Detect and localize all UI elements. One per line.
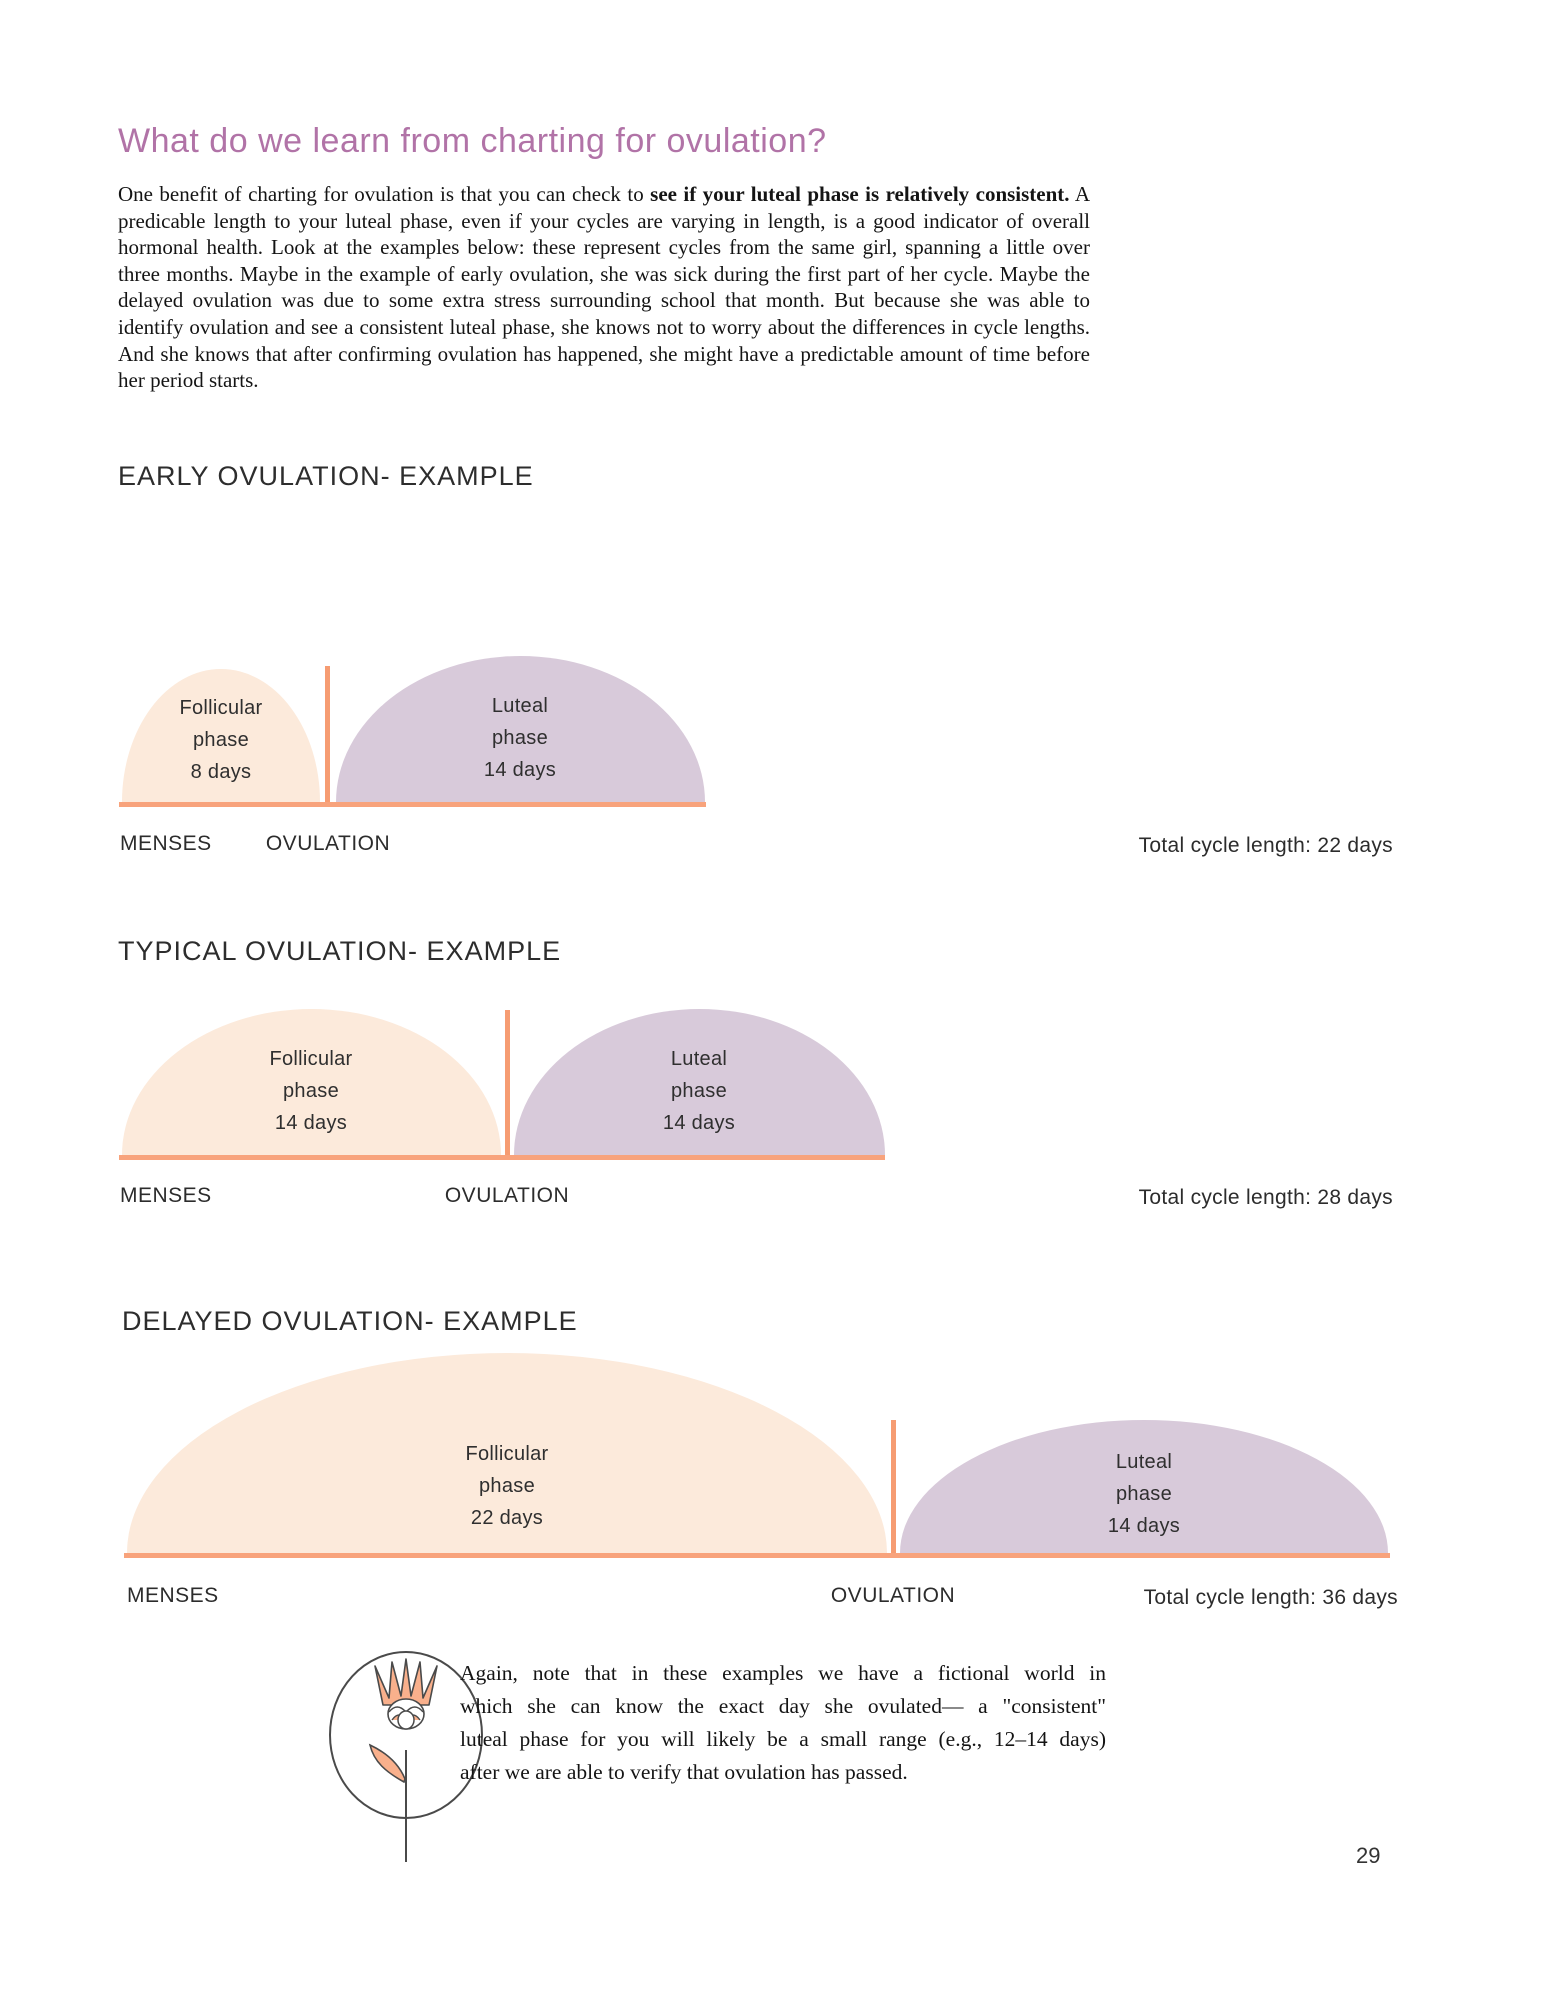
page-number: 29 bbox=[1356, 1843, 1381, 1868]
phase-label-line: Luteal bbox=[670, 1048, 728, 1070]
note-line: Again, note that in these examples we have a fictional world in bbox=[460, 1661, 1106, 1685]
phase-label-line: phase bbox=[283, 1080, 339, 1102]
phase-label-line: phase bbox=[193, 729, 249, 751]
early-follicular-label bbox=[179, 692, 262, 788]
intro-text-start: One benefit of charting for ovulation is that you can check to bbox=[118, 182, 651, 206]
delayed-menses-label: MENSES bbox=[127, 1584, 219, 1607]
phase-label-line: 8 days bbox=[190, 761, 252, 783]
typical-follicular-label bbox=[269, 1043, 352, 1139]
delayed-cycle-axis bbox=[124, 1553, 1390, 1558]
phase-label-line: Luteal bbox=[1115, 1451, 1173, 1473]
delayed-follicular-label bbox=[465, 1438, 548, 1534]
page-title: What do we learn from charting for ovulation? bbox=[118, 122, 827, 160]
phase-label-line: phase bbox=[1116, 1483, 1172, 1505]
phase-label-line: phase bbox=[671, 1080, 727, 1102]
early-cycle-axis bbox=[119, 802, 706, 807]
intro-paragraph bbox=[118, 181, 1090, 394]
intro-text-bold: see if your luteal phase is relatively consistent. bbox=[650, 182, 1070, 206]
note-line: luteal phase for you will likely be a small range (e.g., 12–14 days) bbox=[460, 1727, 1106, 1751]
typical-menses-label: MENSES bbox=[120, 1184, 212, 1207]
early-menses-label: MENSES bbox=[120, 832, 212, 855]
typical-ovulation-label: OVULATION bbox=[444, 1184, 570, 1207]
phase-label-line: phase bbox=[479, 1475, 535, 1497]
typical-luteal-label bbox=[663, 1043, 735, 1139]
typical-ovulation-heading: TYPICAL OVULATION- EXAMPLE bbox=[118, 936, 562, 966]
early-ovulation-tick bbox=[325, 666, 330, 807]
phase-label-line: 14 days bbox=[483, 759, 557, 781]
phase-label-line: Luteal bbox=[491, 695, 549, 717]
phase-label-line: 14 days bbox=[662, 1112, 736, 1134]
early-ovulation-label: OVULATION bbox=[265, 832, 391, 855]
note-line: which she can know the exact day she ovulated— a "consistent" bbox=[460, 1694, 1106, 1718]
note-line: after we are able to verify that ovulation has passed. bbox=[460, 1760, 908, 1784]
delayed-total-cycle-length: Total cycle length: 36 days bbox=[1143, 1586, 1398, 1609]
phase-label-line: 14 days bbox=[1107, 1515, 1181, 1537]
phase-label-line: Follicular bbox=[465, 1443, 549, 1465]
phase-label-line: Follicular bbox=[179, 697, 263, 719]
delayed-ovulation-heading: DELAYED OVULATION- EXAMPLE bbox=[122, 1306, 578, 1336]
typical-cycle-axis bbox=[119, 1155, 885, 1160]
phase-label-line: Follicular bbox=[269, 1048, 353, 1070]
delayed-ovulation-label: OVULATION bbox=[830, 1584, 956, 1607]
early-total-cycle-length: Total cycle length: 22 days bbox=[1138, 834, 1393, 857]
delayed-ovulation-tick bbox=[891, 1420, 896, 1558]
typical-total-cycle-length: Total cycle length: 28 days bbox=[1138, 1186, 1393, 1209]
phase-label-line: 22 days bbox=[470, 1507, 544, 1529]
phase-label-line: phase bbox=[492, 727, 548, 749]
note-paragraph bbox=[460, 1657, 1106, 1789]
early-luteal-label bbox=[484, 690, 556, 786]
early-ovulation-heading: EARLY OVULATION- EXAMPLE bbox=[118, 461, 534, 491]
typical-ovulation-tick bbox=[505, 1010, 510, 1160]
delayed-luteal-label bbox=[1108, 1446, 1180, 1542]
intro-text-end: A predicable length to your luteal phase, even if your cycles are varying in length, is a good indicator of overall hormonal health. Look at the examples below: these represent cycles from the same girl, spanning a little over three months. Maybe in the example of early ovulation, she was sick during the first part of her cycle. Maybe the delayed ovulation was due to some extra stress surrounding school that month. But because she was able to identify ovulation and see a consistent luteal phase, she knows not to worry about the differences in cycle lengths. And she knows that after confirming ovulation has happened, she might have a predictable amount of time before her period starts. bbox=[118, 182, 1090, 393]
phase-label-line: 14 days bbox=[274, 1112, 348, 1134]
